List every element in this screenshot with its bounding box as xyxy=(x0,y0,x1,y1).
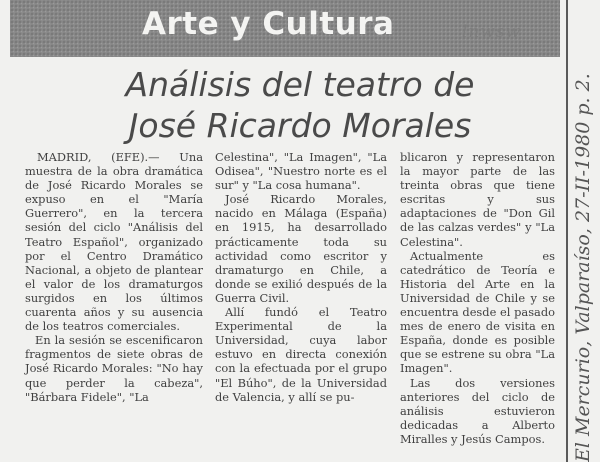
paragraph: Actualmente es catedrático de Teoría e Historia del Arte en la Universidad de Chile y se encuentra desde el pasado mes de enero de visita en España, donde es posible que se estrene su obra "La Imagen". xyxy=(400,248,555,376)
article-column-1 xyxy=(25,150,203,404)
section-title: Arte y Cultura xyxy=(142,6,395,42)
section-header-band xyxy=(10,0,560,57)
headline-line-1: Análisis del teatro de xyxy=(125,65,475,104)
paragraph: Allí fundó el Teatro Experimental de la Universidad, cuya labor estuvo en directa conexión con la efectuada por el grupo "El Búho", de la Universidad de Valencia, y allí se pu- xyxy=(215,305,387,404)
paragraph: En la sesión se escenificaron fragmentos de siete obras de José Ricardo Morales: "No hay que perder la cabeza", "Bárbara Fidele", "La xyxy=(25,333,203,404)
article-column-3 xyxy=(400,150,555,446)
article-column-2 xyxy=(215,150,387,404)
paragraph: MADRID, (EFE).— Una muestra de la obra dramática de José Ricardo Morales se expuso en el "María Guerrero", en la tercera sesión del ciclo "Análisis del Teatro Español", organizado por el Centro Dramático Nacional, a objeto de plantear el valor de los dramaturgos surgidos en los últimos cuarenta años y su ausencia de los teatros comerciales. xyxy=(25,150,203,334)
paragraph: Celestina", "La Imagen", "La Odisea", "Nuestro norte es el sur" y "La cosa humana". xyxy=(215,150,387,193)
paragraph: José Ricardo Morales, nacido en Málaga (España) en 1915, ha desarrollado prácticamente toda su actividad como escritor y dramaturgo en Chile, a donde se exilió después de la Guerra Civil. xyxy=(215,192,387,305)
paragraph: Las dos versiones anteriores del ciclo de análisis estuvieron dedicadas a Alberto Miralles y Jesús Campos. xyxy=(400,375,555,446)
article-headline xyxy=(80,64,520,146)
handwritten-stamp: lnwsw xyxy=(462,22,522,42)
paragraph: blicaron y representaron la mayor parte de las treinta obras que tiene escritas y sus adaptaciones de "Don Gil de las calzas verdes" y "La Celestina". xyxy=(400,150,555,249)
headline-line-2: José Ricardo Morales xyxy=(128,106,472,145)
handwritten-source-note: El Mercurio, Valparaíso, 27-II-1980 p. 2. xyxy=(572,73,594,462)
margin-rule xyxy=(566,0,568,462)
